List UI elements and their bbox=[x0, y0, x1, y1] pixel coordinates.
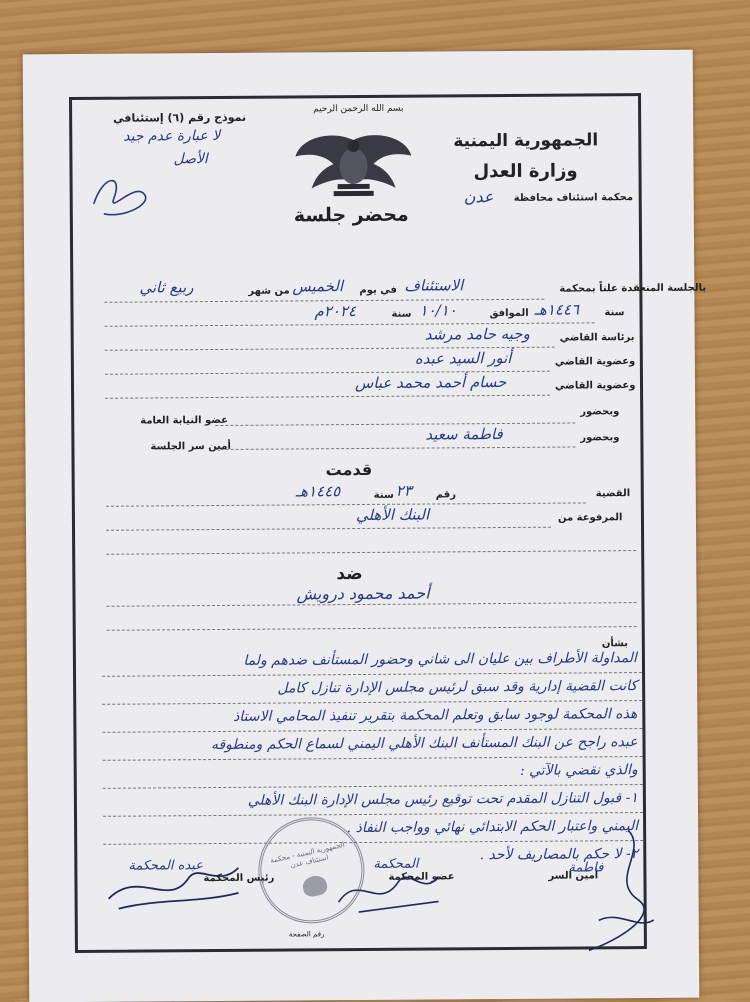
attendance-label-1: وبحضور bbox=[580, 406, 620, 418]
secretary-signature-icon bbox=[568, 820, 669, 961]
panel-label-1: برئاسة القاضي bbox=[559, 332, 635, 344]
body-line-1: المداولة الأطراف بين عليان الى شاني وحضور المستأنف ضدهم ولما bbox=[243, 650, 637, 669]
corner-note-line2: الأصل bbox=[173, 151, 208, 168]
body-line-2: كانت القضية إدارية وقد سبق لرئيس مجلس الإدارة تنازل كامل bbox=[277, 678, 638, 697]
republic-title: الجمهورية اليمنية bbox=[453, 130, 599, 152]
panel-value-2: أنور السيد عبده bbox=[414, 348, 512, 368]
body-line-7: اليمني واعتبار الحكم الابتدائي نهائي وواجب النفاذ . bbox=[346, 818, 639, 837]
signature-president-name: عبده المحكمة bbox=[128, 858, 204, 874]
case-number-label: رقم bbox=[435, 489, 456, 501]
hijri-year-label: سنة bbox=[604, 307, 625, 319]
body-line-6: ١- قبول التنازل المقدم تحت توقيع رئيس مجلس الإدارة البنك الأهلي bbox=[247, 790, 638, 809]
body-line-4: عبده راجح عن البنك المستأنف البنك الأهلي اليمني لسماع الحكم ومنطوقه bbox=[210, 734, 638, 754]
defendant-value: أحمد محمود درويش bbox=[296, 583, 430, 604]
case-label: القضية bbox=[595, 488, 631, 500]
document-paper bbox=[23, 50, 707, 1002]
signature-label-president: رئيس المحكمة bbox=[203, 872, 275, 885]
form-title: محضر جلسة bbox=[293, 203, 409, 227]
stamp-emblem-icon bbox=[301, 874, 329, 899]
presented-heading: قدمت bbox=[325, 459, 373, 480]
panel-value-1: وجيه حامد مرشد bbox=[424, 324, 530, 344]
signature-secretary-name: فاطمة bbox=[568, 860, 604, 876]
president-signature-icon bbox=[98, 838, 249, 919]
basmala: بسم الله الرحمن الرحيم bbox=[313, 103, 404, 115]
panel-label-2: وعضوية القاضي bbox=[554, 356, 636, 368]
signature-label-secretary: أمين السر bbox=[548, 870, 599, 882]
corresponding-label: الموافق bbox=[489, 307, 529, 320]
yemen-emblem-icon bbox=[293, 130, 413, 201]
attendance-value-2: فاطمة سعيد bbox=[425, 425, 503, 444]
session-court-name: الاستئناف bbox=[404, 276, 464, 295]
gregorian-year-label: سنة bbox=[391, 308, 412, 320]
body-line-8: ٢- لا حكم بالمصاريف لأحد . bbox=[479, 846, 639, 864]
signature-member-name: المحكمة bbox=[373, 856, 419, 872]
session-day-label: في يوم bbox=[359, 284, 397, 297]
footer-page-number: رقم الصفحة bbox=[288, 930, 325, 939]
case-year-value: ١٤٤٥هـ bbox=[295, 482, 341, 501]
attendance-role-2: أمين سر الجلسة bbox=[150, 440, 231, 453]
signature-label-member: عضو المحكمة bbox=[388, 871, 455, 883]
hijri-year-value: ١٤٤٦هـ bbox=[534, 300, 580, 319]
case-number-value: ٢٣ bbox=[395, 481, 412, 500]
gregorian-year-value: ٢٠٢٤م bbox=[314, 302, 357, 321]
court-label: محكمة استئناف محافظة bbox=[513, 192, 634, 204]
subject-label: بشأن bbox=[601, 638, 629, 650]
ministry-title: وزارة العدل bbox=[473, 160, 578, 183]
filed-by-value: البنك الأهلي bbox=[355, 505, 430, 525]
session-month-label: من شهر bbox=[248, 285, 290, 297]
body-line-3: هذه المحكمة لوجود سابق وتعلم المحكمة بتقرير تنفيذ المحامي الاستاذ bbox=[232, 706, 638, 725]
corner-signature-icon bbox=[83, 163, 163, 224]
corner-note-line1: لا عبارة عدم جيد bbox=[123, 127, 221, 145]
attendance-label-2: وبحضور bbox=[580, 432, 620, 444]
court-value: عدن bbox=[463, 187, 494, 207]
session-day-value: الخميس bbox=[292, 277, 344, 296]
panel-label-3: وعضوية القاضي bbox=[554, 380, 636, 392]
filed-by-label: المرفوعة من bbox=[557, 512, 623, 524]
gregorian-date-value: ١٠/١٠ bbox=[419, 301, 457, 320]
panel-value-3: حسام أحمد محمد عباس bbox=[354, 372, 507, 393]
form-model-number: نموذج رقم (٦) إستئنافي bbox=[113, 110, 247, 125]
session-intro-label: بالجلسة المنعقدة علناً بمحكمة bbox=[559, 282, 707, 295]
against-heading: ضد bbox=[336, 563, 363, 585]
session-month-value: ربيع ثاني bbox=[139, 278, 194, 297]
attendance-role-1: عضو النيابة العامة bbox=[140, 414, 228, 427]
case-year-label: سنة bbox=[373, 489, 394, 501]
body-line-5: والذي نقضي بالآتي : bbox=[519, 762, 638, 779]
court-stamp-text: الجمهورية اليمنية - محكمة استئناف عدن bbox=[269, 840, 346, 870]
